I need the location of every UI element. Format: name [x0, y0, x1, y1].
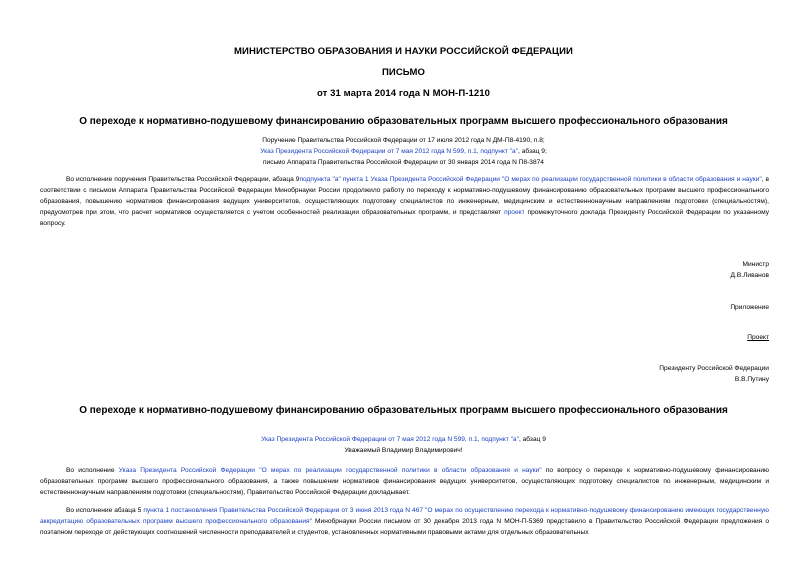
section-2-ref	[0, 434, 807, 445]
signature-name: Д.В.Ливанов	[730, 272, 769, 279]
signature-position: Министр	[742, 261, 769, 268]
doc-type-heading: ПИСЬМО	[381, 67, 425, 78]
para3-text-2: Минобрнауки России письмом от 30 декабря 2013 года N МОН-П-5369 представило в Правительство Российской Федерации предложения о поэтапном переходе от действующих соотношений численности преподавателей и студентов, установленных нормативными правовыми актами для отдельных образовательных	[40, 518, 770, 536]
para1-text-3: промежуточного доклада Президенту Российской Федерации по указанному вопросу.	[40, 209, 769, 227]
section-2-title: О переходе к нормативно-подушевому финансированию образовательных программ высшего профессионального образования	[79, 405, 728, 416]
para2-link-ukaz[interactable]: Указа Президента Российской Федерации "О мерах по реализации государственной политики в области образования и науки"	[118, 467, 542, 474]
para1-text-2: , в соответствии с письмом Аппарата Правительства Российской Федерации Минобрнауки России продолжило работу по переходу к нормативно-подушевому финансированию образовательных программ высшего профессионального образования, повышению нормативов финансирования ведущих университетов, осуществляющих подготовку специалистов по инженерным, медицинским и естественнонаучным направлениям подготовки (специальностям), предусмотрев при этом, что расчет нормативов осуществляется с учетом особенностей реализации образовательных программ, и представляет	[40, 176, 770, 216]
draft-label: Проект	[747, 334, 769, 341]
section-2-ref-link[interactable]: Указ Президента Российской Федерации от 7 мая 2012 года N 599, п.1, подпункт "а"	[261, 436, 519, 443]
ref-line-2-tail: , абзац 9;	[518, 148, 547, 155]
para1-text-1: Во исполнение поручения Правительства Российской Федерации, абзаца 9	[66, 176, 300, 183]
ref-line-2	[0, 146, 807, 157]
appendix-label: Приложение	[730, 304, 769, 311]
doc-date-number: от 31 марта 2014 года N МОН-П-1210	[316, 88, 491, 99]
para2-text-1: Во исполнение	[66, 467, 119, 474]
ref-line-3: письмо Аппарата Правительства Российской Федерации от 30 января 2014 года N П8-3874	[263, 159, 544, 166]
para2-text-2: по вопросу о переходе к нормативно-подушевому финансированию образовательных программ высшего профессионального образования, а также повышении нормативов финансирования ведущих университетов, осуществляющих подготовку специалистов по инженерным, медицинским и естественнонаучным направлениям подготовки (специальностям), Правительство Российской Федерации докладывает.	[40, 467, 769, 496]
ministry-heading: МИНИСТЕРСТВО ОБРАЗОВАНИЯ И НАУКИ РОССИЙСКОЙ ФЕДЕРАЦИИ	[234, 46, 573, 57]
para1-link-proekt[interactable]: проект	[504, 209, 525, 216]
ref-line-1: Поручение Правительства Российской Федерации от 17 июля 2012 года N ДМ-П8-4190, п.8;	[262, 137, 545, 144]
addressee-line-2: В.В.Путину	[734, 376, 769, 383]
paragraph-3	[40, 505, 769, 538]
page-title: О переходе к нормативно-подушевому финансированию образовательных программ высшего профессионального образования	[79, 116, 728, 127]
para3-text-1: Во исполнение абзаца 5	[66, 507, 144, 514]
para1-link-ukaz[interactable]: подпункта "а" пункта 1 Указа Президента Российской Федерации "О мерах по реализации государственной политики в области образования и науки"	[299, 176, 762, 183]
ref-link-ukaz-599[interactable]: Указ Президента Российской Федерации от 7 мая 2012 года N 599, п.1, подпункт "а"	[260, 148, 519, 155]
para3-link-postanovlenie[interactable]: пункта 1 постановления Правительства Российской Федерации от 3 июня 2013 года N 467 "О мерах по осуществлению перехода к нормативно-подушевому финансированию имеющих государственную аккредитацию образовательных программ высшего профессионального образования"	[40, 507, 769, 525]
greeting: Уважаемый Владимир Владимирович!	[344, 447, 463, 454]
section-2-ref-tail: , абзац 9	[518, 436, 546, 443]
paragraph-2	[40, 465, 769, 498]
refs-block	[0, 135, 807, 168]
addressee-line-1: Президенту Российской Федерации	[659, 365, 769, 372]
paragraph-1	[40, 174, 769, 229]
